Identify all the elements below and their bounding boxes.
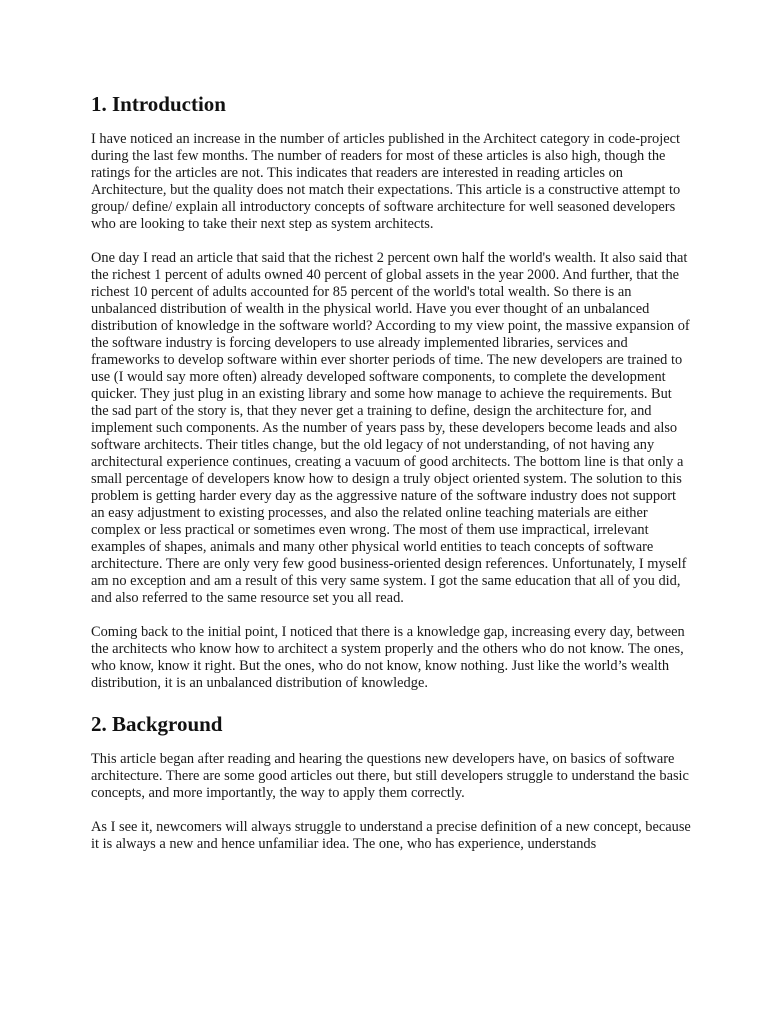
section-heading-background: 2. Background <box>91 712 223 736</box>
intro-paragraph-3: Coming back to the initial point, I noticed that there is a knowledge gap, increasing every day, between the architects who know how to architect a system properly and the others who do not know. The ones, who know, know it right. But the ones, who do not know, know nothing. Just like the world’s wealth distribution, it is an unbalanced distribution of knowledge. <box>91 624 685 691</box>
background-paragraph-2: As I see it, newcomers will always struggle to understand a precise definition of a new concept, because it is always a new and hence unfamiliar idea. The one, who has experience, understands <box>91 819 691 852</box>
background-paragraph-1: This article began after reading and hearing the questions new developers have, on basics of software architecture. There are some good articles out there, but still developers struggle to understand the basic concepts, and more importantly, the way to apply them correctly. <box>91 751 689 801</box>
section-heading-introduction: 1. Introduction <box>91 92 226 116</box>
document-page <box>91 90 691 870</box>
intro-paragraph-2: One day I read an article that said that the richest 2 percent own half the world's wealth. It also said that the richest 1 percent of adults owned 40 percent of global assets in the year 2000. And further, that the richest 10 percent of adults accounted for 85 percent of the world's total wealth. So there is an unbalanced distribution of wealth in the physical world. Have you ever thought of an unbalanced distribution of knowledge in the software world? According to my view point, the massive expansion of the software industry is forcing developers to use already implemented libraries, services and frameworks to develop software within ever shorter periods of time. The new developers are trained to use (I would say more often) already developed software components, to complete the development quicker. They just plug in an existing library and some how manage to achieve the requirements. But the sad part of the story is, that they never get a training to define, design the architecture for, and implement such components. As the number of years pass by, these developers become leads and also software architects. Their titles change, but the old legacy of not understanding, of not having any architectural experience continues, creating a vacuum of good architects. The bottom line is that only a small percentage of developers know how to design a truly object oriented system. The solution to this problem is getting harder every day as the aggressive nature of the software industry does not support an easy adjustment to existing processes, and also the related online teaching materials are either complex or less practical or sometimes even wrong. The most of them use impractical, irrelevant examples of shapes, animals and many other physical world entities to teach concepts of software architecture. There are only very few good business-oriented design references. Unfortunately, I myself am no exception and am a result of this very same system. I got the same education that all of you did, and also referred to the same resource set you all read. <box>91 250 690 606</box>
intro-paragraph-1: I have noticed an increase in the number of articles published in the Architect category in code-project during the last few months. The number of readers for most of these articles is also high, though the ratings for the articles are not. This indicates that readers are interested in reading articles on Architecture, but the quality does not match their expectations. This article is a constructive attempt to group/ define/ explain all introductory concepts of software architecture for well seasoned developers who are looking to take their next step as system architects. <box>91 131 681 232</box>
